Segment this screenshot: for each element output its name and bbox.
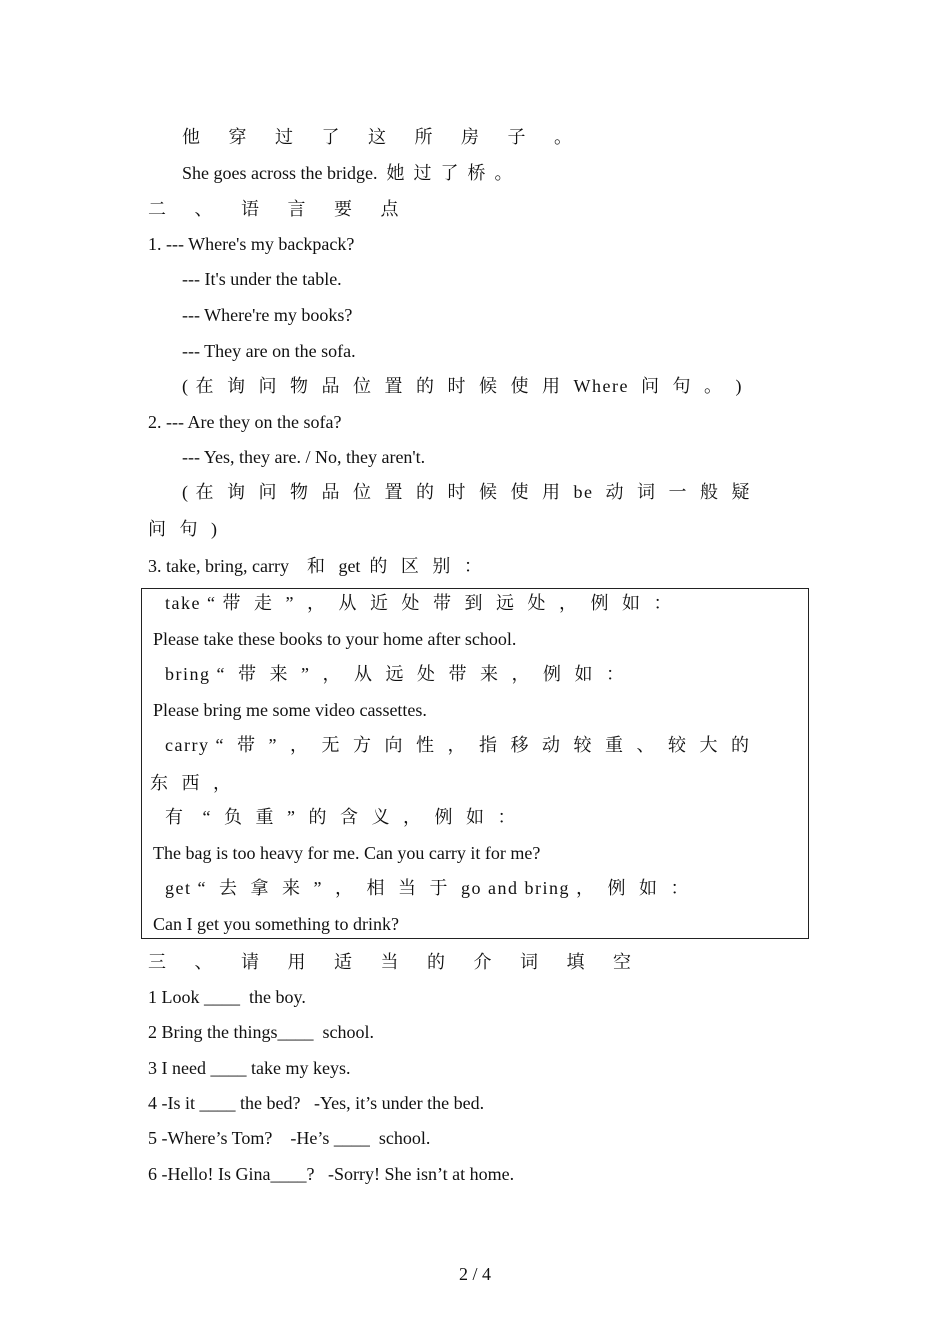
text-line: --- Yes, they are. / No, they aren't. xyxy=(182,447,426,467)
box-line: bring “ 带 来 ” ， 从 远 处 带 来 ， 例 如 ： xyxy=(165,664,626,684)
text-line: She goes across the bridge. 她 过 了 桥 。 xyxy=(182,163,513,183)
note-line: ( 在 询 问 物 品 位 置 的 时 候 使 用 Where 问 句 。 ) xyxy=(182,376,743,396)
note-line: 问 句 ) xyxy=(148,519,219,539)
exercise-item: 5 -Where’s Tom? -He’s ____ school. xyxy=(148,1128,431,1148)
box-example: Can I get you something to drink? xyxy=(153,914,399,934)
box-example: The bag is too heavy for me. Can you carry it for me? xyxy=(153,843,541,863)
section-heading-3: 三 、 请 用 适 当 的 介 词 填 空 xyxy=(148,952,643,972)
note-line: ( 在 询 问 物 品 位 置 的 时 候 使 用 be 动 词 一 般 疑 xyxy=(182,482,751,502)
exercise-item: 3 I need ____ take my keys. xyxy=(148,1058,351,1078)
box-line: 有 “ 负 重 ” 的 含 义 ， 例 如 ： xyxy=(165,807,517,827)
text-line: 3. take, bring, carry 和 get 的 区 别 ： xyxy=(148,556,482,576)
box-line: get “ 去 拿 来 ” ， 相 当 于 go and bring ， 例 如 ： xyxy=(165,878,690,898)
exercise-item: 1 Look ____ the boy. xyxy=(148,987,306,1007)
box-line: carry “ 带 ” ， 无 方 向 性 ， 指 移 动 较 重 、 较 大 的 xyxy=(165,735,751,755)
box-example: Please bring me some video cassettes. xyxy=(153,700,427,720)
box-example: Please take these books to your home after school. xyxy=(153,629,517,649)
exercise-item: 2 Bring the things____ school. xyxy=(148,1022,374,1042)
box-line: take “ 带 走 ” ， 从 近 处 带 到 远 处 ， 例 如 ： xyxy=(165,593,673,613)
exercise-item: 4 -Is it ____ the bed? -Yes, it’s under the bed. xyxy=(148,1093,485,1113)
section-heading-2: 二 、 语 言 要 点 xyxy=(148,199,411,219)
page-number: 2 / 4 xyxy=(458,1264,491,1284)
text-line: --- They are on the sofa. xyxy=(182,341,356,361)
text-line: 1. --- Where's my backpack? xyxy=(148,234,355,254)
text-line: 他 穿 过 了 这 所 房 子 。 xyxy=(182,127,584,147)
text-line: --- Where're my books? xyxy=(182,305,353,325)
text-line: 2. --- Are they on the sofa? xyxy=(148,412,342,432)
text-line: --- It's under the table. xyxy=(182,269,342,289)
box-line: 东 西 ， xyxy=(150,773,233,793)
exercise-item: 6 -Hello! Is Gina____? -Sorry! She isn’t at home. xyxy=(148,1164,515,1184)
